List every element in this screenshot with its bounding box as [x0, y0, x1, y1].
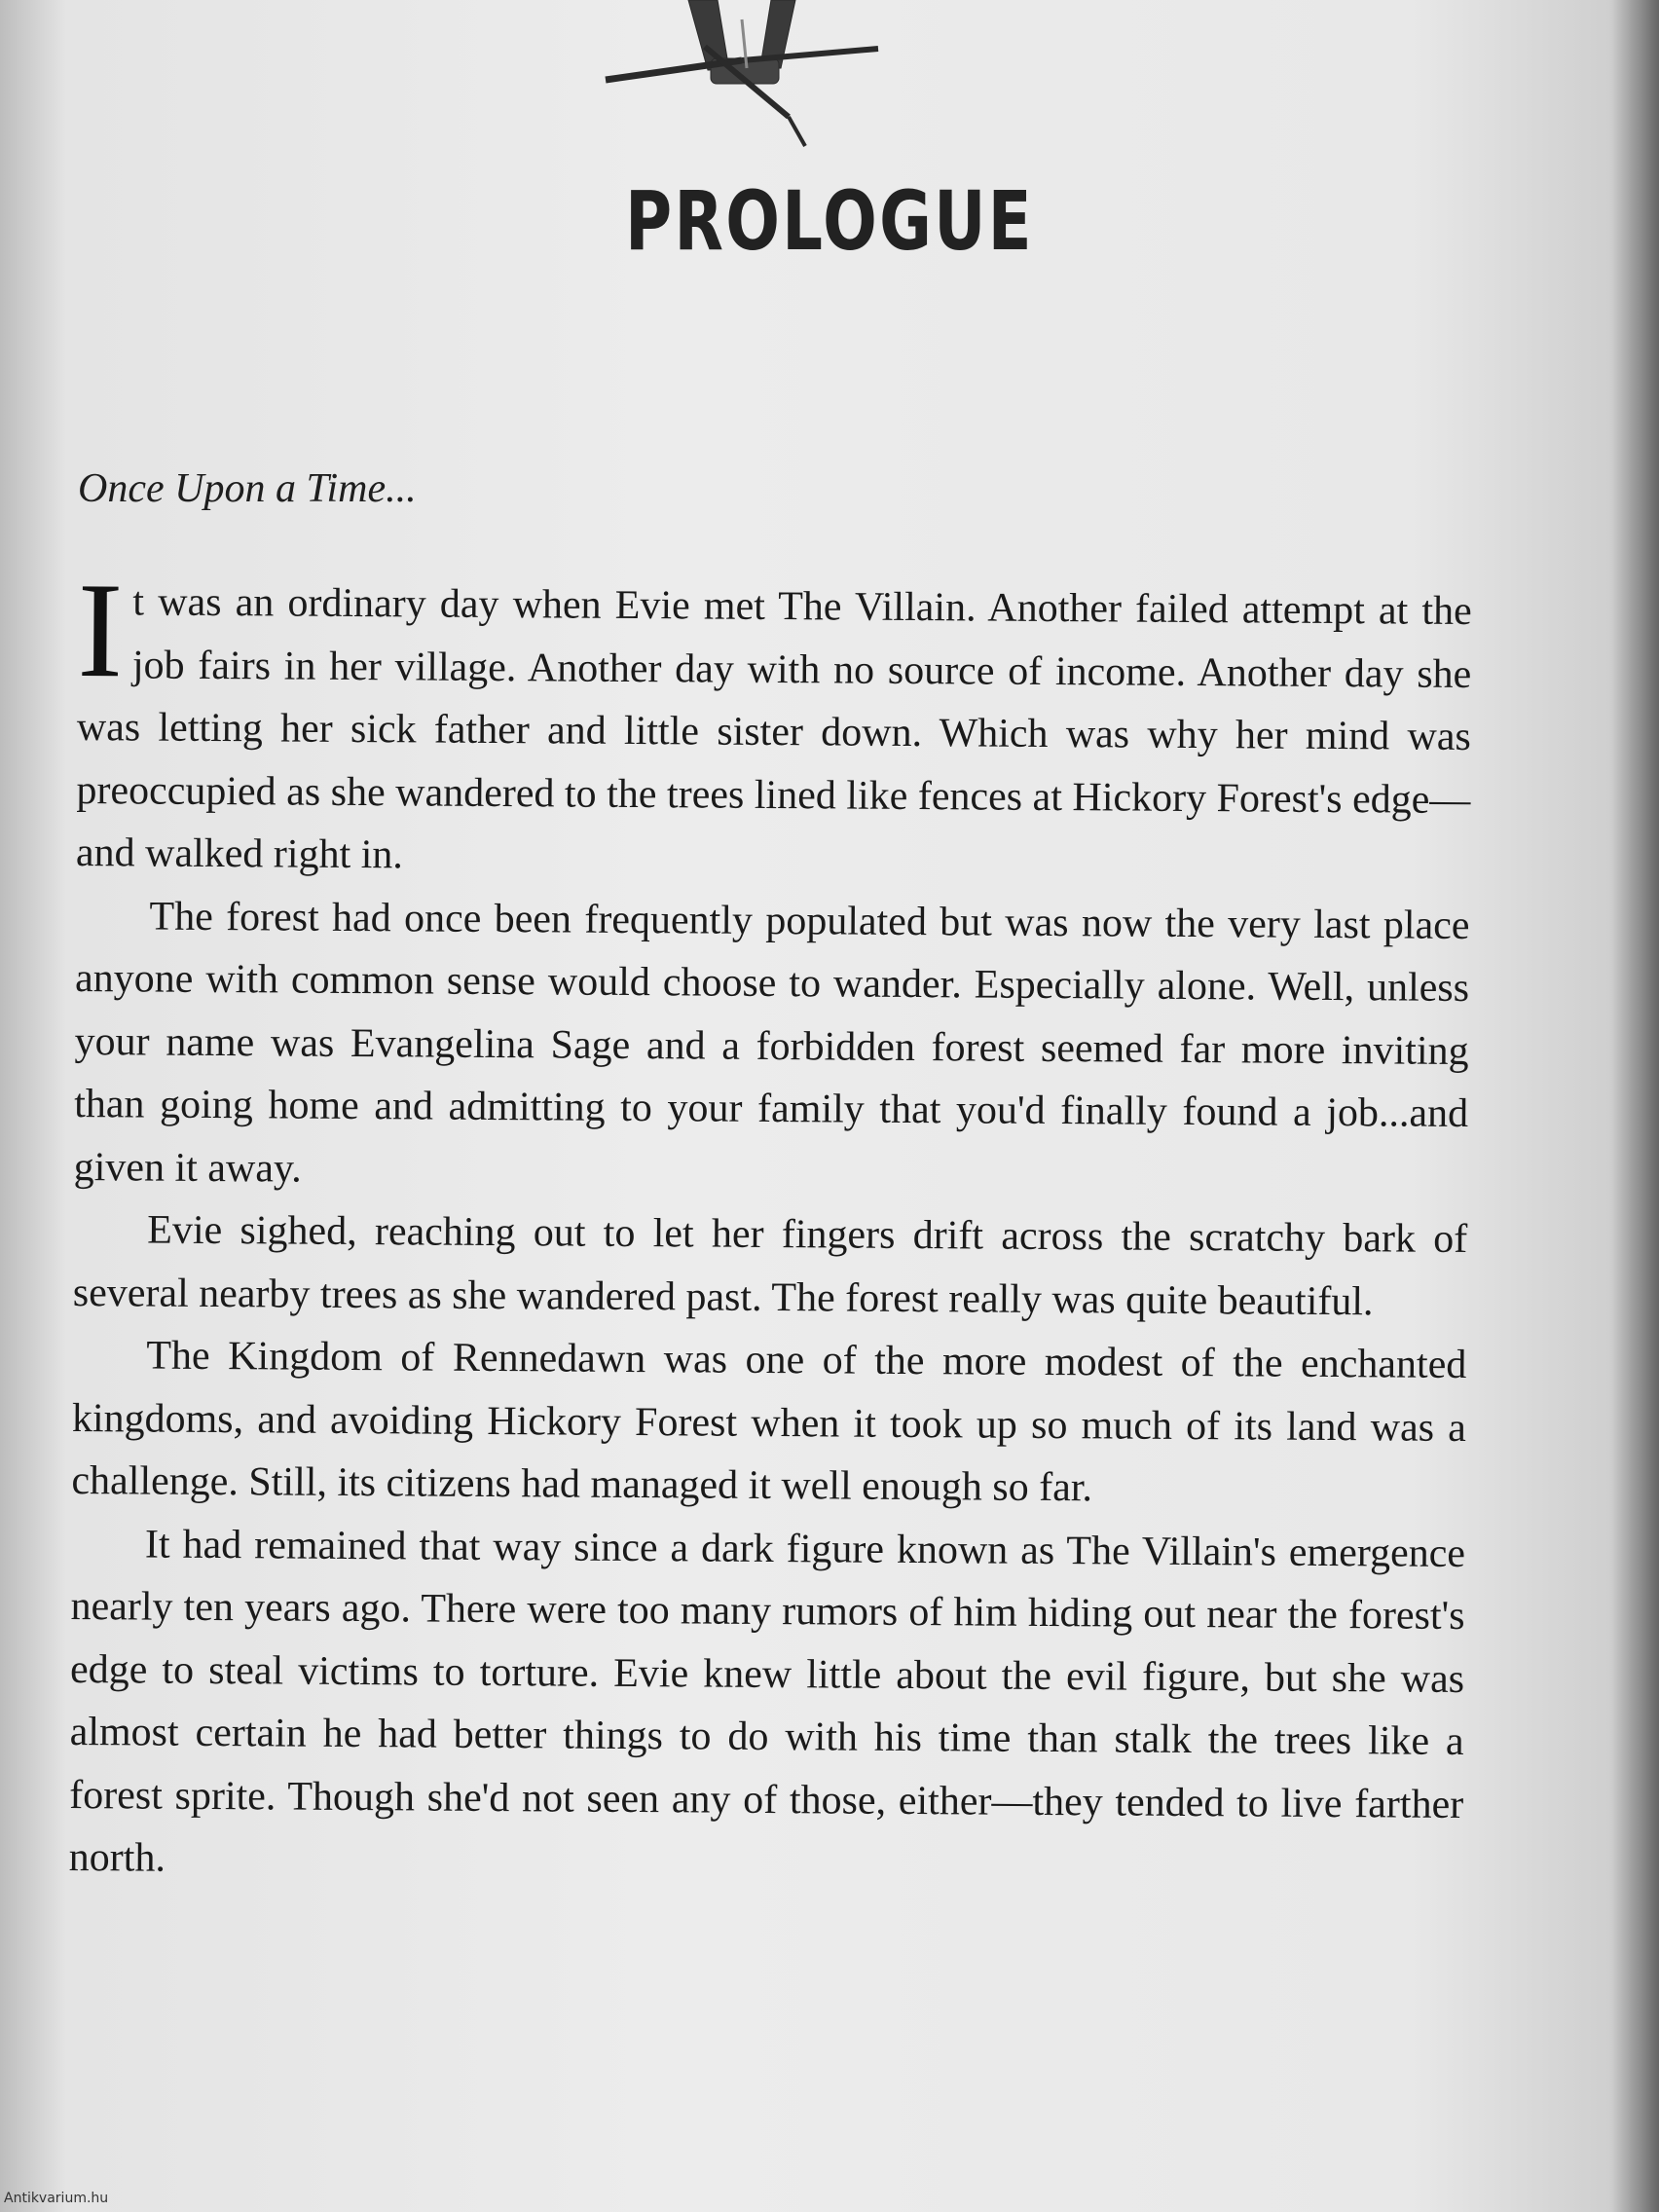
- watermark-text: Antikvarium.hu: [4, 2191, 109, 2206]
- drop-cap: I: [77, 555, 124, 707]
- paragraph-1: [75, 555, 1472, 894]
- page-edge-shadow: [1612, 0, 1659, 2212]
- paragraph-2: The forest had once been frequently populated but was now the very last place anyone with common sense would choose to wander. Especially alone. Well, unless your name was Evangelina Sage and a forbidden forest seemed far more inviting than going home and admitting to your family that you'd finally found a job...and given it away.: [73, 894, 1470, 1192]
- chapter-title: PROLOGUE: [625, 173, 1034, 269]
- paragraph-5: It had remained that way since a dark figure known as The Villain's emergence nearly ten years ago. There were too many rumors of him hiding out near the forest's edge to steal victims to torture. Evie knew little about the evil figure, but she was almost certain he had better things to do with his time than stalk the trees like a forest sprite. Though she'd not seen any of those, either—they tended to live farther north.: [68, 1522, 1466, 1881]
- crossed-quills-inkpot-icon: [596, 0, 888, 156]
- section-subtitle: Once Upon a Time...: [78, 466, 417, 511]
- paragraph-1-text: t was an ordinary day when Evie met The Villain. Another failed attempt at the job fairs in her village. Another day with no source of income. Another day she was letting her sick father and little sister down. Which was why her mind was preoccupied as she wandered to the trees lined like fences at Hickory Forest's edge—and walked right in.: [75, 579, 1472, 878]
- paragraph-3: Evie sighed, reaching out to let her fingers drift across the scratchy bark of several nearby trees as she wandered past. The forest really was quite beautiful.: [72, 1207, 1468, 1324]
- paragraph-4: The Kingdom of Rennedawn was one of the more modest of the enchanted kingdoms, and avoiding Hickory Forest when it took up so much of its land was a challenge. Still, its citizens had managed it well enough so far.: [71, 1333, 1467, 1511]
- body-text: [68, 555, 1472, 1899]
